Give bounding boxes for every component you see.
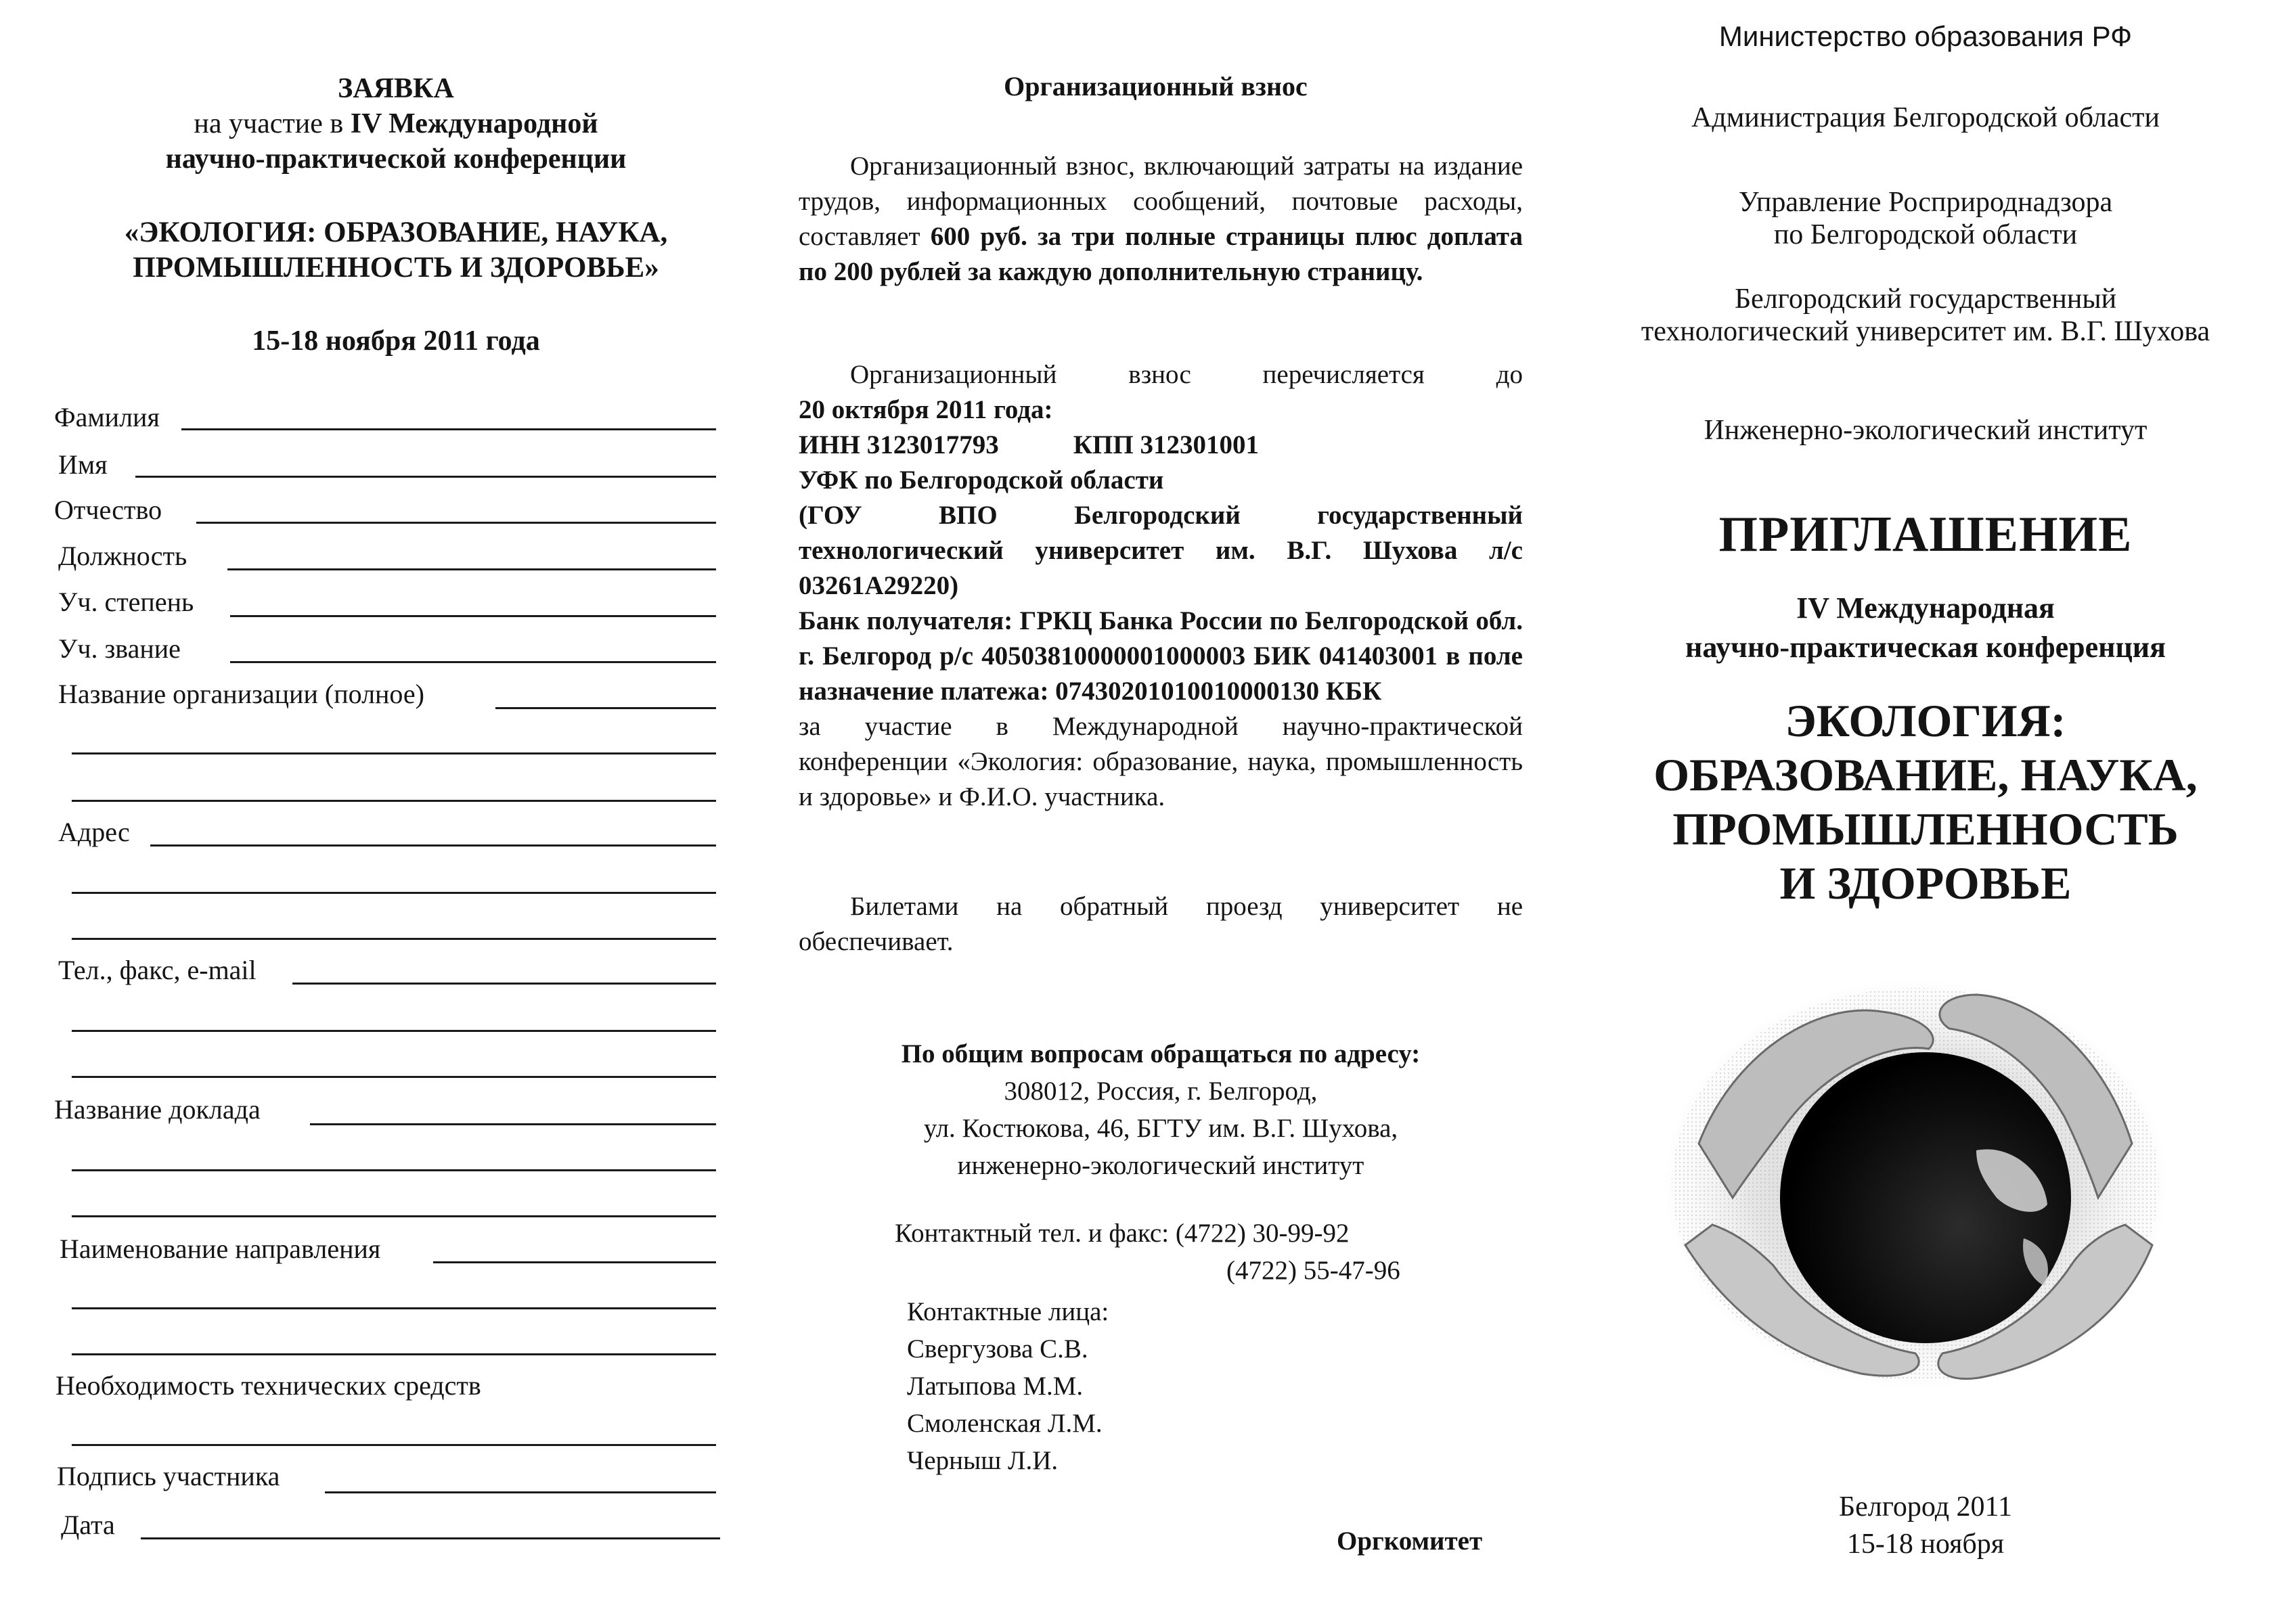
field-signature-line[interactable] [325,1491,716,1493]
cover-rpn-line-1: Управление Росприроднадзора [1738,187,2113,218]
field-address-line-1[interactable] [150,844,716,847]
org-committee: Оргкомитет [1337,1527,1483,1556]
form-title: ЗАЯВКА [338,73,454,104]
field-organization-label: Название организации (полное) [58,679,424,709]
contacts-address-line-3: инженерно-экологический институт [957,1151,1364,1180]
contact-person: Смоленская Л.М. [907,1409,1103,1438]
field-organization-line-2[interactable] [72,752,716,754]
field-address-label: Адрес [58,817,130,847]
fee-transfer-word-4: до [1496,360,1523,389]
cover-administration: Администрация Белгородской области [1691,102,2160,133]
fee-transfer-word-1: Организационный [850,360,1057,389]
cover-conference [1560,589,2291,667]
field-contacts-label: Тел., факс, e-mail [58,955,257,985]
form-conf-name-line-2: ПРОМЫШЛЕННОСТЬ И ЗДОРОВЬЕ» [133,252,659,284]
field-date-label: Дата [61,1510,115,1540]
fee-inn-kpp [799,428,1523,463]
field-report-title-line-2[interactable] [72,1169,716,1171]
application-form-panel [0,0,751,1624]
cover-ecology-title [1560,694,2291,910]
fee-paragraph-1 [799,149,1523,290]
field-equipment-label: Необходимость технических средств [55,1370,481,1401]
contact-person: Свергузова С.В. [907,1334,1088,1363]
field-name-label: Имя [58,449,108,480]
cover-rosprirodnadzor [1560,186,2291,251]
fee-tickets-note: Билетами на обратный проезд университет не обеспечивает. [799,892,1523,956]
field-patronymic-label: Отчество [54,495,162,525]
cover-conference-line-1: IV Международная [1796,591,2055,625]
field-degree-label: Уч. степень [58,587,194,617]
field-position-label: Должность [58,541,187,571]
form-conference-name [0,215,792,286]
contacts-address-line-2: ул. Костюкова, 46, БГТУ им. В.Г. Шухова, [923,1114,1398,1143]
field-organization-line-1[interactable] [495,707,716,709]
fee-deadline: 20 октября 2011 года: [799,395,1053,424]
cover-invitation: ПРИГЛАШЕНИЕ [1718,507,2133,562]
contacts-address [799,1073,1523,1184]
fee-title: Организационный взнос [1004,71,1308,102]
fee-transfer-word-3: перечисляется [1262,360,1425,389]
cover-footer-dates: 15-18 ноября [1846,1529,2005,1560]
form-conf-name-line-1: «ЭКОЛОГИЯ: ОБРАЗОВАНИЕ, НАУКА, [124,217,668,248]
fee-transfer-line [799,357,1523,392]
field-surname-label: Фамилия [54,402,160,432]
fee-transfer-word-2: взнос [1128,360,1191,389]
form-subtitle-2: научно-практической конференции [165,143,627,175]
form-title-block [0,71,792,177]
contacts-address-line-1: 308012, Россия, г. Белгород, [1004,1077,1318,1106]
field-position-line[interactable] [227,568,716,570]
contacts-persons [907,1293,1109,1479]
field-date-line[interactable] [141,1537,720,1539]
contacts-heading: По общим вопросам обращаться по адресу: [901,1039,1421,1068]
fee-text: Организационный взнос, включающий затраты на издание трудов, информационных сообщений, почтовые расходы, составляет [799,152,1523,251]
cover-university-line-2: технологический университет им. В.Г. Шухова [1641,316,2210,347]
fee-ufk: УФК по Белгородской области [799,466,1164,495]
field-academic-title-line[interactable] [230,661,716,663]
cover-university-line-1: Белгородский государственный [1734,284,2117,315]
globe-in-hands-illustration [1658,974,2173,1394]
fee-bank-details: Банк получателя: ГРКЦ Банка России по Белгородской обл. г. Белгород р/с 40503810000001000003 БИК 041403001 в поле назначение платежа: 07430201010010000130 КБК [799,606,1523,706]
field-equipment-line[interactable] [72,1444,716,1446]
form-subtitle-bold: IV Международной [350,108,598,139]
field-organization-line-3[interactable] [72,800,716,802]
cover-eco-line-3: ПРОМЫШЛЕННОСТЬ [1672,803,2179,855]
cover-eco-line-2: ОБРАЗОВАНИЕ, НАУКА, [1653,749,2198,800]
field-patronymic-line[interactable] [196,522,716,524]
field-degree-line[interactable] [230,615,716,617]
contacts-persons-label: Контактные лица: [907,1297,1109,1326]
fee-amount: 600 руб. за три полные страницы плюс доплата по 200 рублей за каждую дополнительную страницу. [799,222,1523,286]
form-dates: 15-18 ноября 2011 года [252,325,540,357]
cover-ministry: Министерство образования РФ [1718,20,2133,52]
fee-kpp: КПП 312301001 [1073,430,1259,459]
field-address-line-2[interactable] [72,892,716,894]
field-direction-label: Наименование направления [60,1234,381,1264]
contacts-phone-2: (4722) 55-47-96 [1226,1256,1400,1285]
field-name-line[interactable] [135,476,716,478]
contacts-phone: Контактный тел. и факс: (4722) 30-99-92 [895,1219,1350,1248]
field-direction-line-3[interactable] [72,1353,716,1355]
cover-footer [1560,1489,2291,1563]
fee-payment-purpose: за участие в Международной научно-практической конференции «Экология: образование, наука, промышленность и здоровье» и Ф.И.О. участника. [799,712,1523,811]
cover-eco-line-1: ЭКОЛОГИЯ: [1785,695,2066,746]
field-signature-label: Подпись участника [57,1461,280,1491]
cover-university [1560,283,2291,348]
cover-eco-line-4: И ЗДОРОВЬЕ [1779,857,2072,909]
contact-person: Латыпова М.М. [907,1372,1084,1401]
fee-inn: ИНН 3123017793 [799,430,999,459]
cover-conference-line-2: научно-практическая конференция [1685,631,2166,664]
field-contacts-line-3[interactable] [72,1076,716,1078]
field-address-line-3[interactable] [72,938,716,940]
fee-recipient: (ГОУ ВПО Белгородский государственный технологический университет им. В.Г. Шухова л/с 03261А29220) [799,501,1523,600]
form-subtitle-pre: на участие в [194,108,351,139]
field-contacts-line-1[interactable] [292,983,716,985]
fee-payment-block [799,357,1523,815]
field-academic-title-label: Уч. звание [58,633,181,664]
form-subtitle [0,106,792,141]
contact-person: Черныш Л.И. [907,1446,1059,1475]
field-direction-line-2[interactable] [72,1307,716,1309]
cover-city-year: Белгород 2011 [1839,1491,2012,1522]
field-contacts-line-2[interactable] [72,1030,716,1032]
cover-institute: Инженерно-экологический институт [1704,415,2148,446]
field-report-title-line-1[interactable] [310,1123,716,1125]
field-surname-line[interactable] [181,428,716,430]
cover-rpn-line-2: по Белгородской области [1773,219,2078,250]
field-report-title-line-3[interactable] [72,1215,716,1217]
field-report-title-label: Название доклада [54,1094,261,1125]
field-direction-line-1[interactable] [433,1261,716,1263]
